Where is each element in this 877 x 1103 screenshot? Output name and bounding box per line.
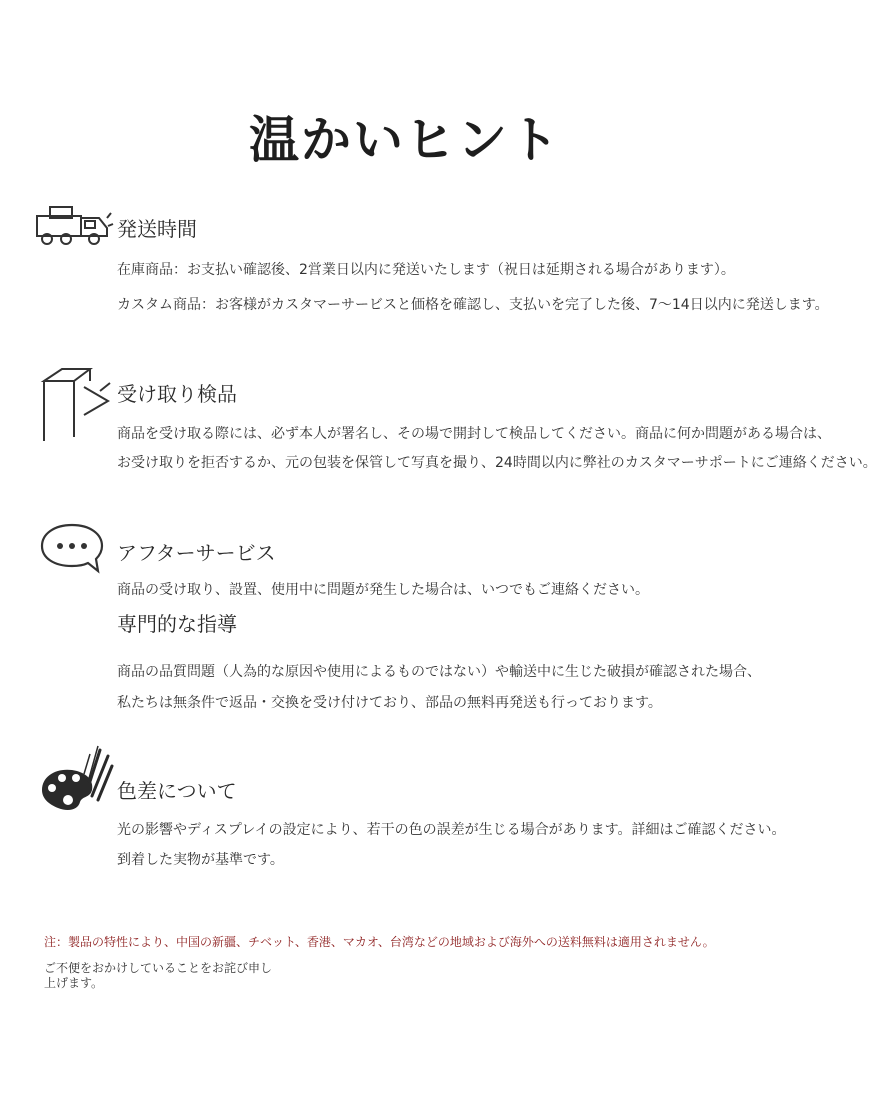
section-title-inspection: 受け取り検品 (117, 382, 237, 406)
inspection-line-2: お受け取りを拒否するか、元の包装を保管して写真を撮り、24時間以内に弊社のカスタマーサポートにご連絡ください。 (117, 455, 877, 471)
box-icon (40, 367, 112, 445)
shipping-line-custom: カスタム商品：お客様がカスタマーサービスと価格を確認し、支払いを完了した後、7〜14日以内に発送します。 (117, 297, 829, 313)
guidance-line-1: 商品の品質問題（人為的な原因や使用によるものではない）や輸送中に生じた破損が確認された場合、 (117, 664, 761, 680)
color-line-2: 到着した実物が基準です。 (117, 852, 284, 868)
color-line-1: 光の影響やディスプレイの設定により、若干の色の誤差が生じる場合があります。詳細はご確認ください。 (117, 822, 786, 838)
after-service-line: 商品の受け取り、設置、使用中に問題が発生した場合は、いつでもご連絡ください。 (117, 582, 649, 598)
page-title: 温かいヒント (249, 111, 561, 169)
shipping-line-stock: 在庫商品：お支払い確認後、2営業日以内に発送いたします（祝日は延期される場合があります）。 (117, 262, 735, 278)
truck-icon (34, 204, 114, 248)
section-title-color-difference: 色差について (117, 779, 237, 803)
section-title-after-service: アフターサービス (117, 541, 276, 565)
section-title-guidance: 専門的な指導 (117, 612, 237, 636)
paint-palette-icon (38, 744, 116, 816)
guidance-line-2: 私たちは無条件で返品・交換を受け付けており、部品の無料再発送も行っております。 (117, 695, 662, 711)
shipping-exclusion-note: 注：製品の特性により、中国の新疆、チベット、香港、マカオ、台湾などの地域および海外への送料無料は適用されません。 (44, 935, 715, 949)
apology-text: ご不便をおかけしていることをお詫び申し上げます。 (44, 961, 273, 990)
chat-bubble-icon (38, 521, 106, 575)
inspection-line-1: 商品を受け取る際には、必ず本人が署名し、その場で開封して検品してください。商品に何か問題がある場合は、 (117, 426, 831, 442)
section-title-shipping: 発送時間 (117, 217, 197, 241)
